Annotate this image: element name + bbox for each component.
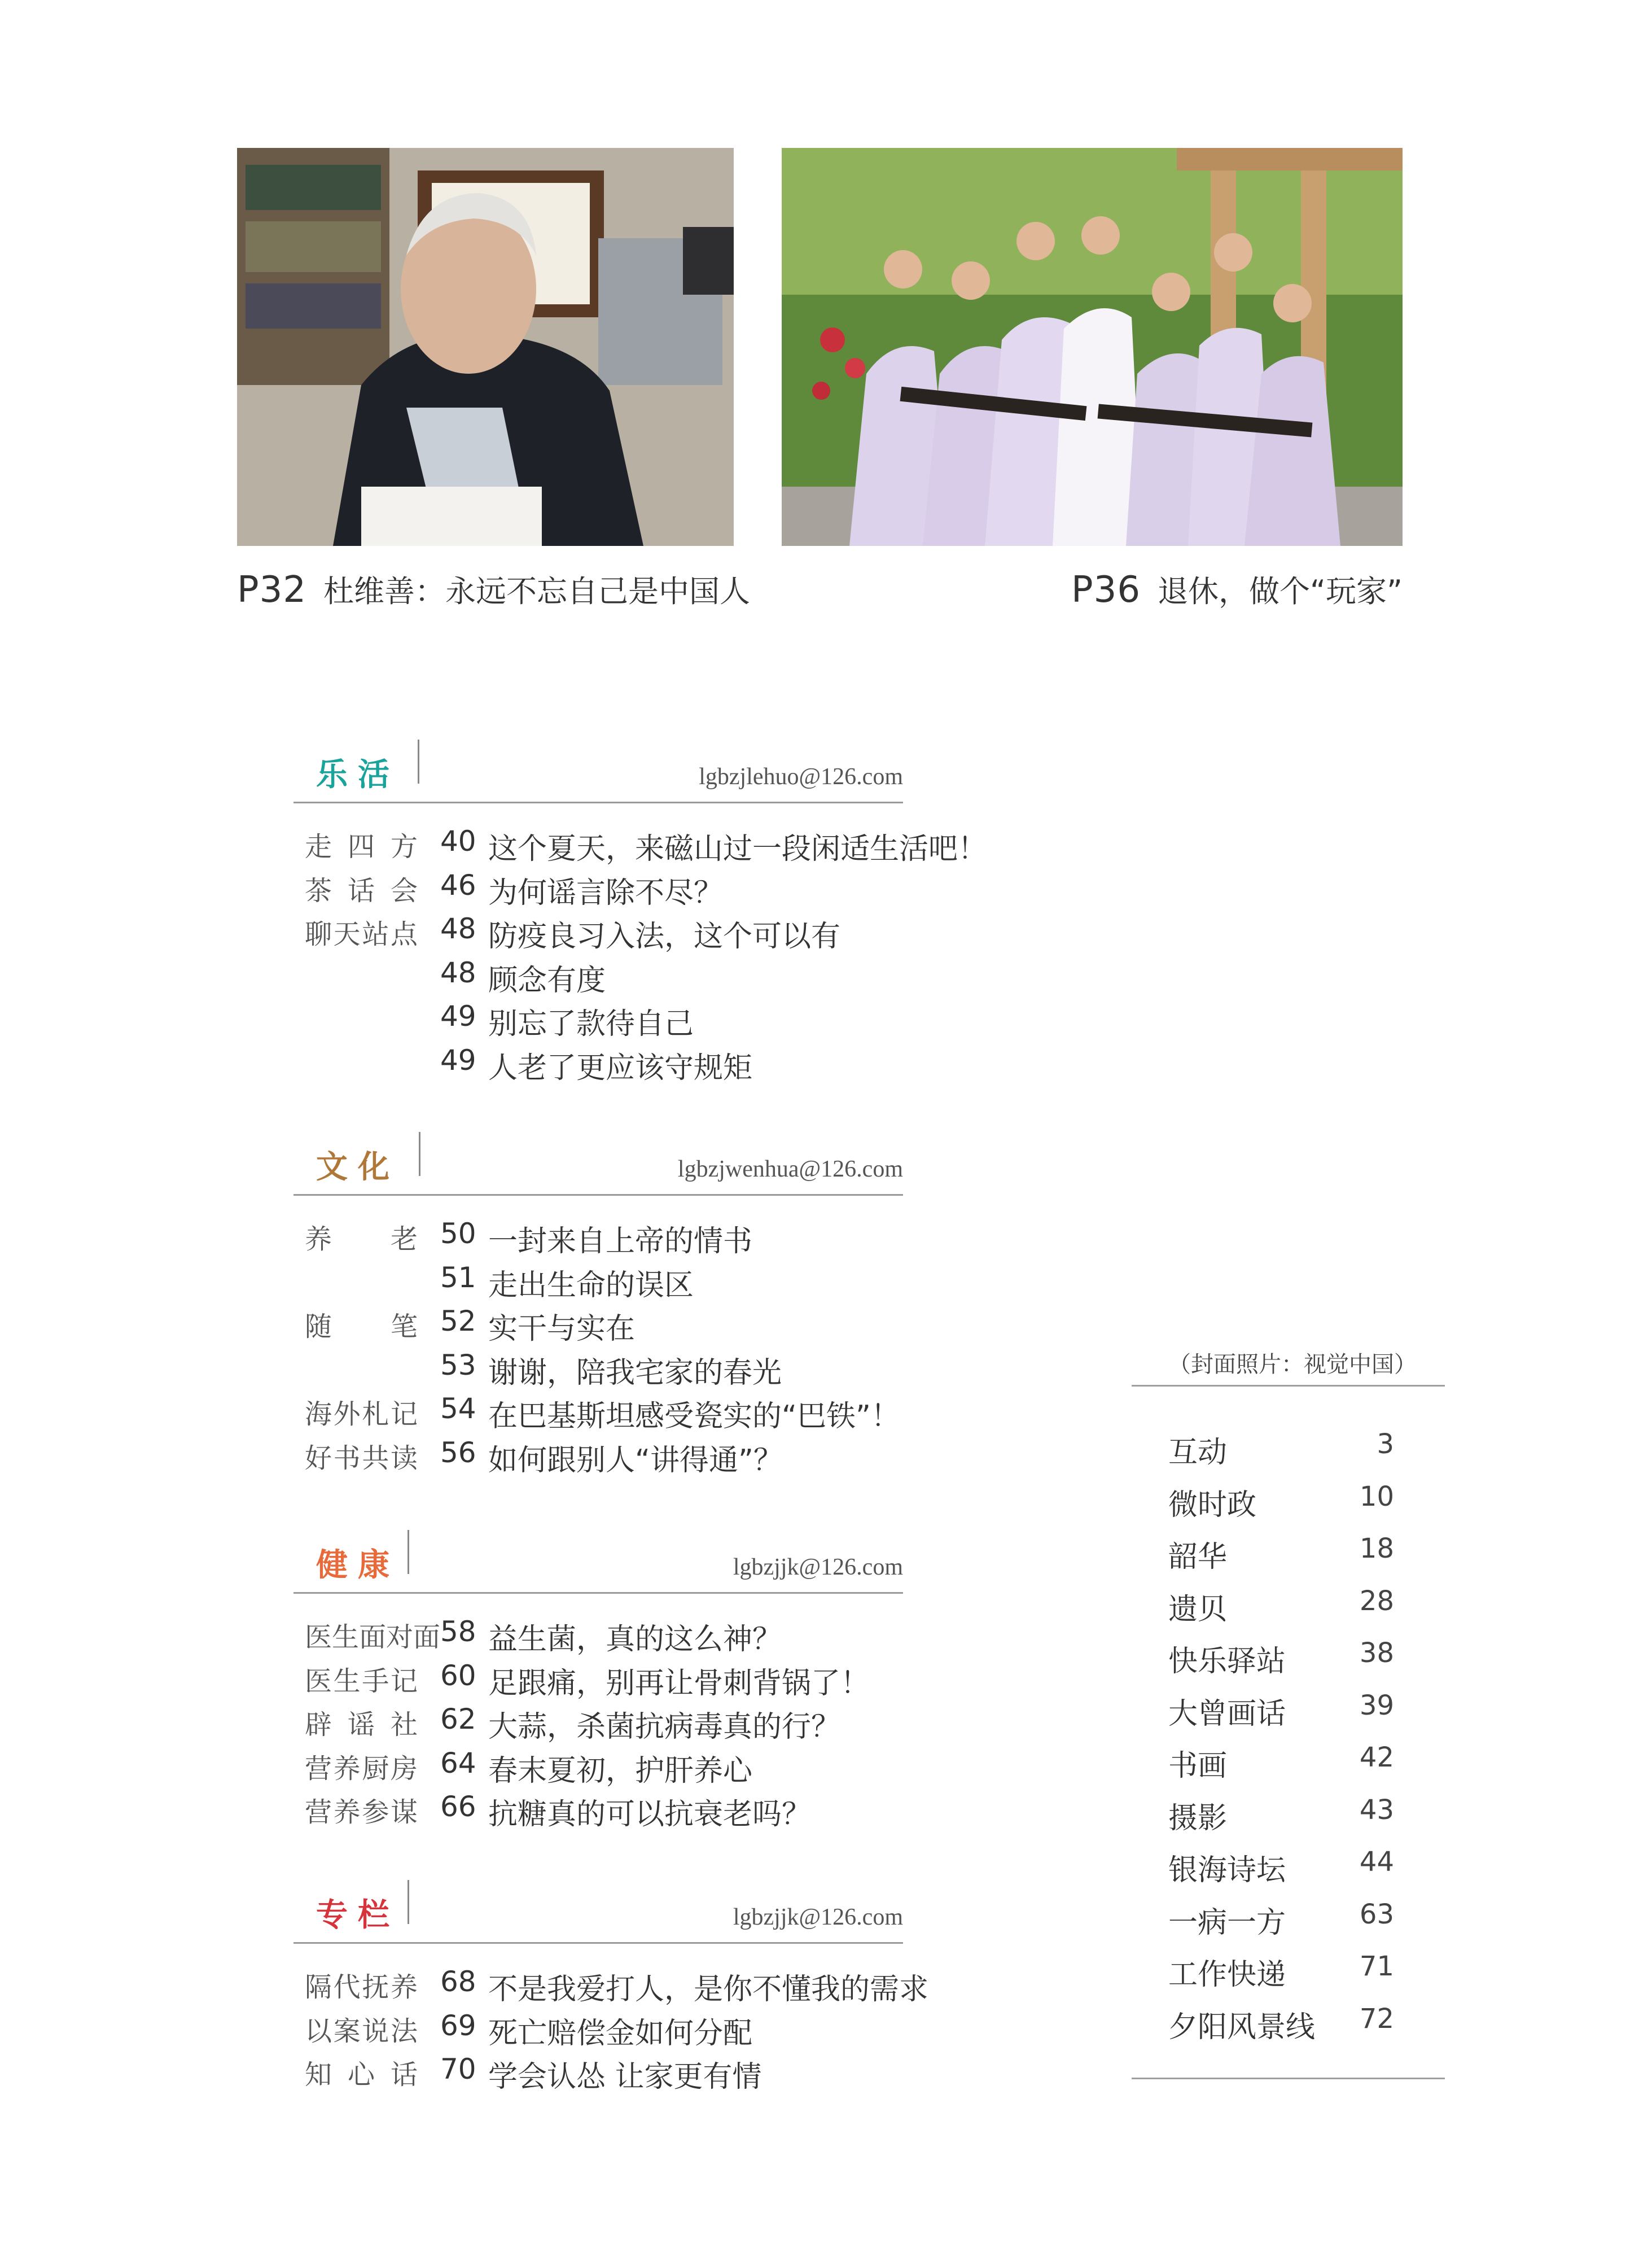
toc-entry[interactable] (293, 1659, 903, 1703)
toc-entry[interactable] (293, 1349, 903, 1393)
photo-du-weishan (237, 148, 734, 546)
entry-title: 一封来自上帝的情书 (488, 1225, 753, 1258)
sidebar-item-label: 工作快递 (1168, 1958, 1286, 1992)
entry-title: 学会认怂 让家更有情 (488, 2060, 762, 2094)
photo-caption-text: 退休，做个“玩家” (1158, 574, 1403, 609)
sidebar-item[interactable] (1168, 1637, 1394, 1690)
section-header (293, 1126, 903, 1196)
entry-title: 不是我爱打人，是你不懂我的需求 (488, 1973, 929, 2006)
entry-page-number: 53 (440, 1348, 476, 1381)
sidebar-item[interactable] (1168, 1742, 1394, 1794)
entry-title: 为何谣言除不尽？ (488, 876, 724, 910)
entry-title: 谢谢，陪我宅家的春光 (488, 1356, 782, 1390)
toc-entry[interactable] (293, 825, 988, 869)
toc-entry[interactable] (293, 1615, 903, 1659)
section-title: 专栏 (316, 1896, 400, 1934)
sidebar-item[interactable] (1168, 1533, 1394, 1585)
entry-title: 死亡赔偿金如何分配 (488, 2016, 753, 2050)
entry-column: 聊天站点 (305, 919, 418, 950)
sidebar-item[interactable] (1168, 2003, 1394, 2056)
entry-title: 如何跟别人“讲得通”？ (488, 1443, 783, 1477)
toc-entry[interactable] (293, 1000, 903, 1044)
sidebar-item[interactable] (1168, 1428, 1394, 1481)
toc-entry[interactable] (293, 1261, 903, 1305)
entry-title: 足跟痛，别再让骨刺背锅了！ (488, 1666, 870, 1700)
entry-column: 医生手记 (305, 1665, 418, 1697)
entry-title: 走出生命的误区 (488, 1268, 694, 1302)
sidebar-item-page: 43 (1359, 1794, 1394, 1826)
sidebar-item[interactable] (1168, 1690, 1394, 1742)
sidebar-item[interactable] (1168, 1899, 1394, 1951)
photo-guzheng-group (782, 148, 1403, 546)
entry-column: 养老 (305, 1223, 418, 1255)
entry-page-number: 58 (440, 1615, 476, 1648)
photo-caption-2 (1071, 567, 1403, 611)
entry-column: 营养厨房 (305, 1752, 418, 1785)
entry-page-number: 52 (440, 1305, 476, 1337)
entry-page-number: 68 (440, 1965, 476, 1998)
entry-page-number: 64 (440, 1746, 476, 1779)
toc-entry[interactable] (293, 1305, 903, 1349)
toc-section (293, 734, 988, 1087)
entry-title: 顾念有度 (488, 963, 606, 998)
section-email[interactable]: lgbzjjk@126.com (733, 1554, 903, 1580)
toc-entry[interactable] (293, 869, 903, 913)
entry-title: 这个夏天，来磁山过一段闲适生活吧！ (488, 832, 988, 866)
entry-page-number: 40 (440, 825, 476, 858)
toc-entry[interactable] (293, 2009, 903, 2053)
sidebar-item-page: 38 (1359, 1637, 1394, 1669)
toc-entry[interactable] (293, 956, 903, 1000)
toc-entry[interactable] (293, 1790, 903, 1834)
sidebar-item-label: 夕阳风景线 (1168, 2010, 1316, 2044)
entry-page-number: 49 (440, 1000, 476, 1033)
sidebar-item-page: 3 (1377, 1428, 1394, 1460)
entry-column: 走四方 (305, 831, 418, 863)
entry-title: 春末夏初，护肝养心 (488, 1754, 753, 1788)
sidebar-item-label: 微时政 (1168, 1488, 1257, 1522)
section-title-divider (418, 740, 419, 784)
sidebar-item-page: 42 (1359, 1742, 1394, 1773)
toc-entry[interactable] (293, 1436, 903, 1480)
entry-column: 以案说法 (305, 2015, 418, 2047)
section-email[interactable]: lgbzjlehuo@126.com (699, 764, 903, 790)
entry-page-number: 48 (440, 956, 476, 989)
toc-entry[interactable] (293, 1703, 903, 1747)
toc-section (293, 1874, 929, 2097)
entry-page-number: 46 (440, 868, 476, 902)
section-title-divider (407, 1530, 409, 1574)
sidebar-item[interactable] (1168, 1846, 1394, 1899)
section-header (293, 1874, 903, 1944)
entry-page-number: 62 (440, 1703, 476, 1735)
section-header (293, 1524, 903, 1594)
entry-column: 辟谣社 (305, 1709, 418, 1741)
entry-column: 营养参谋 (305, 1796, 418, 1828)
toc-entry[interactable] (293, 1392, 903, 1436)
toc-entry[interactable] (293, 912, 903, 956)
entry-page-number: 70 (440, 2053, 476, 2085)
section-title-divider (419, 1132, 420, 1176)
entry-page-number: 60 (440, 1659, 476, 1692)
entry-column: 隔代抚养 (305, 1971, 418, 2003)
sidebar-item-page: 18 (1359, 1533, 1394, 1564)
section-header (293, 734, 903, 803)
toc-section (293, 1126, 903, 1480)
photo-caption-page: P32 (237, 569, 307, 611)
entry-page-number: 69 (440, 2009, 476, 2042)
sidebar-index (1168, 1428, 1394, 2055)
entry-column: 知心话 (305, 2059, 418, 2091)
section-title: 文化 (316, 1148, 400, 1186)
entry-title: 大蒜，杀菌抗病毒真的行？ (488, 1710, 841, 1744)
toc-section (293, 1524, 903, 1834)
sidebar-item-page: 72 (1359, 2002, 1394, 2035)
sidebar-item-label: 大曾画话 (1168, 1697, 1286, 1731)
entry-page-number: 56 (440, 1436, 476, 1469)
sidebar-item-label: 快乐驿站 (1168, 1645, 1286, 1678)
section-email[interactable]: lgbzjwenhua@126.com (677, 1156, 903, 1182)
sidebar-item-page: 63 (1359, 1898, 1394, 1930)
toc-entry[interactable] (293, 1965, 929, 2009)
sidebar-item-label: 银海诗坛 (1168, 1853, 1286, 1887)
sidebar-item[interactable] (1168, 1794, 1394, 1847)
entry-title: 防疫良习入法，这个可以有 (488, 920, 841, 954)
entry-title: 别忘了款待自己 (488, 1007, 694, 1041)
entry-title: 实干与实在 (488, 1312, 636, 1346)
entry-title: 益生菌，真的这么神？ (488, 1623, 782, 1656)
entry-page-number: 49 (440, 1043, 476, 1077)
sidebar-item-label: 书画 (1168, 1749, 1228, 1783)
section-title: 乐活 (316, 756, 400, 793)
sidebar-item-page: 71 (1359, 1951, 1394, 1982)
sidebar-item-label: 摄影 (1168, 1801, 1228, 1835)
sidebar-item[interactable] (1168, 1585, 1394, 1638)
sidebar-item-page: 10 (1359, 1480, 1394, 1512)
section-title: 健康 (316, 1546, 400, 1584)
sidebar-item-label: 遗贝 (1168, 1592, 1228, 1626)
photo-caption-page: P36 (1071, 569, 1141, 611)
entry-page-number: 54 (440, 1392, 476, 1425)
entry-title: 在巴基斯坦感受瓷实的“巴铁”！ (488, 1400, 900, 1433)
sidebar-item[interactable] (1168, 1481, 1394, 1533)
entry-page-number: 51 (440, 1261, 476, 1294)
sidebar-item-page: 44 (1359, 1846, 1394, 1878)
sidebar-item-page: 39 (1359, 1689, 1394, 1721)
photo-caption-text: 杜维善：永远不忘自己是中国人 (323, 574, 751, 609)
toc-entry[interactable] (293, 1217, 903, 1261)
toc-entry[interactable] (293, 1044, 903, 1088)
entry-page-number: 48 (440, 912, 476, 945)
section-email[interactable]: lgbzjjk@126.com (733, 1904, 903, 1930)
entry-column: 随笔 (305, 1311, 418, 1343)
entry-column: 医生面对面 (305, 1621, 441, 1653)
entry-page-number: 50 (440, 1217, 476, 1250)
entry-column: 海外札记 (305, 1398, 418, 1430)
sidebar-item-page: 28 (1359, 1585, 1394, 1617)
toc-entry[interactable] (293, 1747, 903, 1791)
cover-photo-credit: （封面照片：视觉中国） (1168, 1352, 1417, 1378)
photo-caption-1 (237, 567, 750, 611)
entry-column: 茶话会 (305, 875, 418, 907)
section-title-divider (407, 1880, 409, 1924)
sidebar-item-label: 一病一方 (1168, 1905, 1286, 1940)
sidebar-bottom-rule (1132, 2078, 1445, 2079)
entry-page-number: 66 (440, 1790, 476, 1823)
sidebar-item[interactable] (1168, 1951, 1394, 2003)
entry-column: 好书共读 (305, 1442, 418, 1474)
sidebar-item-label: 韶华 (1168, 1540, 1228, 1574)
toc-entry[interactable] (293, 2053, 903, 2097)
entry-title: 人老了更应该守规矩 (488, 1051, 753, 1085)
sidebar-item-label: 互动 (1168, 1436, 1228, 1470)
entry-title: 抗糖真的可以抗衰老吗？ (488, 1798, 812, 1831)
sidebar-top-rule (1132, 1385, 1445, 1387)
